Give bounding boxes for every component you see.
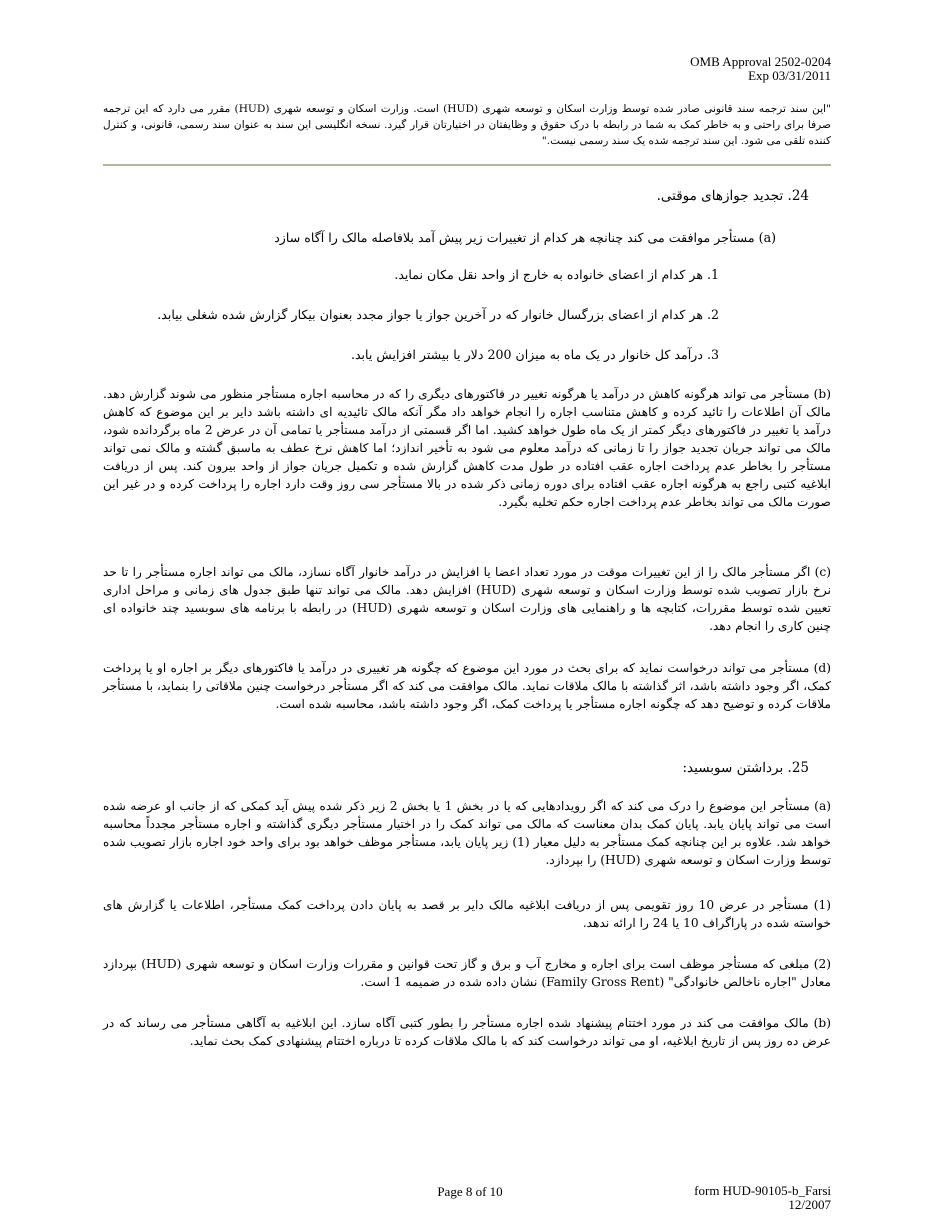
header-divider [103, 164, 831, 166]
translation-disclaimer: "این سند ترجمه سند قانونی صادر شده توسط وزارت اسکان و توسعه شهری (HUD) است. وزارت اسکان و توسعه شهری (HUD) مقرر می دارد که این ترجمه صرفا برای راحتی و به خاطر کمک به شما در رابطه با درک حقوق و وظایفتان در اختیارتان قرار گیرد. نسخه انگلیسی این سند به عنوان سند رسمی، قانونی، و کنترل کننده تلقی می شود. این سند ترجمه شده یک سند رسمی نیست." [103, 103, 831, 147]
form-date: 12/2007 [788, 1197, 831, 1212]
section-24-heading: 24. تجدید جوازهای موقتی. [656, 188, 809, 204]
omb-approval-block [620, 55, 831, 83]
page-number: Page 8 of 10 [437, 1184, 503, 1199]
section-25-item-2: (2) مبلغی که مستأجر موظف است برای اجاره و مخارج آب و برق و گاز تحت قوانین و مقررات وزارت اسکان و توسعه شهری (HUD) بپردازد معادل "اجاره ناخالص خانوادگی" (Family Gross Rent) نشان داده شده در ضمیمه 1 است. [103, 957, 831, 989]
form-number: form HUD-90105-b_Farsi [694, 1183, 831, 1198]
section-25-paragraph-b: (b) مالک موافقت می کند در مورد اختتام پیشنهاد شده اجاره مستأجر را بطور کتبی آگاه سازد. این ابلاغیه به آگاهی مستأجر می رساند که در عرض ده روز پس از تاریخ ابلاغیه، او می تواند درخواست کند که با مالک ملاقات کرده تا درباره اختتام پیشنهادی کمک بحث نماید. [103, 1016, 831, 1048]
section-24-paragraph-b: (b) مستأجر می تواند هرگونه کاهش در درآمد یا هرگونه تغییر در فاکتورهای دیگری را که در محاسبه اجاره مستأجر منظور می شوند گزارش دهد. مالک آن اطلاعات را تائید کرده و کاهش متناسب اجاره را انجام خواهد داد مگر آنکه مالک تائیدیه ای داشته باشد دایر بر این موضوع که کاهش درآمد یا تغییر در فاکتورهای دیگر کمتر از یک ماه طول خواهد کشید. اما اگر قسمتی از درآمد مستأجر یا تمامی آن در عرض 2 ماه برگردانده شود، مالک می تواند جریان تجدید جواز را تا زمانی که درآمد معلوم می شود به تأخیر اندازد؛ اما کاهش نرخ عطف به ماسبق گشته و مالک نمی تواند مستأجر را بخاطر عدم پرداخت اجاره عقب افتاده در طول مدت کاهش گزارش شده و تکمیل جریان جواز از واحد بیرون کند. پس از دریافت ابلاغیه کتبی راجع به هرگونه اجاره عقب افتاده برای دوره زمانی ذکر شده در بالا مستأجر سی روز وقت دارد اجاره را پرداخت کرده و در غیر این صورت مالک می تواند بخاطر عدم پرداخت اجاره حکم تخلیه بگیرد. [103, 387, 832, 509]
form-id-block [620, 1184, 831, 1212]
section-24-item-3: 3. درآمد کل خانوار در یک ماه به میزان 200 دلار یا بیشتر افزایش یابد. [350, 347, 719, 362]
section-25-item-1: (1) مستأجر در عرض 10 روز تقویمی پس از دریافت ابلاغیه مالک دایر بر قصد به پایان دادن پرداخت کمک مستأجر، اطلاعات یا گزارش های خواسته شده در پاراگراف 10 یا 24 را ارائه ندهد. [103, 898, 831, 930]
section-24-item-2: 2. هر کدام از اعضای بزرگسال خانوار که در آخرین جواز یا جواز مجدد بعنوان بیکار گزارش شده شغلی بیابد. [157, 307, 719, 322]
section-25-heading: 25. برداشتن سوبسید: [682, 760, 809, 776]
omb-expiry-date: Exp 03/31/2011 [748, 68, 831, 83]
section-24-paragraph-c: (c) اگر مستأجر مالک را از این تغییرات موقت در مورد تعداد اعضا یا افزایش در درآمد خانوار آگاه نسازد، مالک می تواند اجاره مستأجر را تا حد نرخ بازار تصویب شده توسط وزارت اسکان و توسعه شهری (HUD) افزایش دهد. مالک می تواند تنها طبق جدول های زمانی و مراحل اداری تعیین شده توسط مقررات، کتابچه ها و راهنمایی های وزارت اسکان و توسعه شهری (HUD) در رابطه با برنامه های سوبسید چند خانواده ای چنین کاری را انجام دهد. [103, 565, 832, 633]
section-24-paragraph-d: (d) مستأجر می تواند درخواست نماید که برای بحث در مورد این موضوع که چگونه هر تغییری در درآمد یا فاکتورهای دیگر بر اجاره او یا پرداخت کمک، اگر وجود داشته باشد، اثر گذاشته با مالک ملاقات نماید. مالک موافقت می کند که اگر مستأجر درخواست چنین ملاقاتی را بنماید، با مستأجر ملاقات کرده و توضیح دهد که چگونه اجاره مستأجر یا پرداخت کمک، اگر وجود داشته باشد، محاسبه شده است. [103, 661, 831, 711]
section-24-item-1: 1. هر کدام از اعضای خانواده به خارج از واحد نقل مکان نماید. [394, 267, 719, 282]
section-24-paragraph-a: (a) مستأجر موافقت می کند چنانچه هر کدام از تغییرات زیر پیش آمد بلافاصله مالک را آگاه سازد [274, 230, 776, 245]
omb-approval-number: OMB Approval 2502-0204 [690, 54, 831, 69]
section-25-paragraph-a: (a) مستأجر این موضوع را درک می کند که اگر رویدادهایی که یا در بخش 1 یا بخش 2 زیر ذکر شده پیش آید کمکی که از جانب او عرضه شده است می تواند پایان یابد. پایان کمک بدان معناست که مالک می تواند کمک را در اختیار مستأجر دیگری گذاشته و اجاره مستأجر مجدداً محاسبه خواهد شد. علاوه بر این چنانچه کمک مستأجر به دلیل معیار (1) زیر پایان یابد، مستأجر موظف خواهد بود برای واحد خود اجاره بازار تصویب شده توسط وزارت اسکان و توسعه شهری (HUD) را بپردازد. [103, 799, 831, 867]
